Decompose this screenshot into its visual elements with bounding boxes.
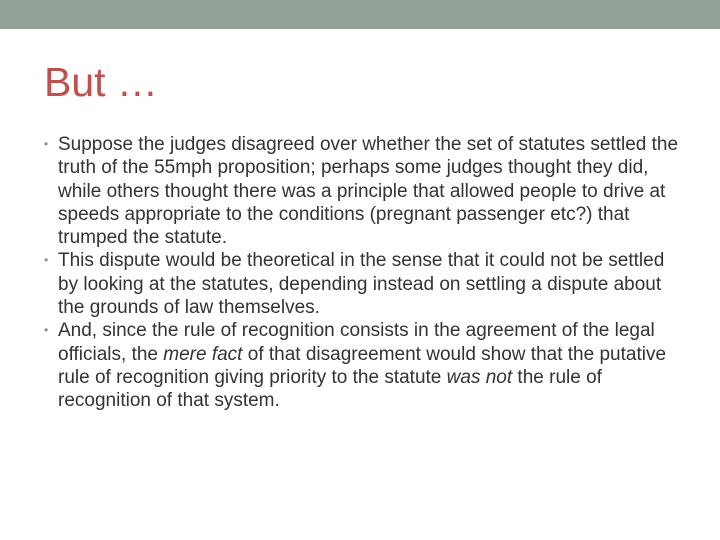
bullet-text-segment: Suppose the judges disagreed over whether the set of statutes settled the truth of the 55mph proposition; perhaps some judges thought they did, while others thought there was a principle that allowed people to drive at speeds appropriate to the conditions (pregnant passenger etc?) that trumped the statute. bbox=[58, 134, 679, 249]
bullet-item bbox=[44, 249, 680, 319]
bullet-item bbox=[44, 133, 680, 249]
emphasis-text: was not bbox=[446, 366, 513, 388]
bullet-text-segment: And, since the rule of recognition consists in the agreement of the legal officials, the bbox=[58, 320, 655, 365]
bullet-list bbox=[44, 133, 680, 413]
bullet-text-segment: the rule of recognition of that system. bbox=[58, 366, 602, 412]
bullet-marker: • bbox=[44, 137, 49, 151]
bullet-text-segment: of that disagreement would show that the putative rule of recognition giving priority to the statute bbox=[58, 343, 667, 388]
bullet-text-segment: This dispute would be theoretical in the sense that it could not be settled by looking at the statutes, depending instead on settling a dispute about the grounds of law themselves. bbox=[58, 250, 665, 319]
bullet-marker: • bbox=[44, 253, 49, 268]
bullet-marker: • bbox=[44, 323, 49, 338]
slide-top-accent-bar bbox=[0, 0, 720, 29]
emphasis-text: mere fact bbox=[163, 343, 243, 365]
bullet-text bbox=[58, 134, 678, 248]
bullet-text bbox=[58, 250, 664, 318]
bullet-text bbox=[58, 320, 666, 411]
slide-title: But … bbox=[44, 59, 158, 105]
bullet-item bbox=[44, 319, 680, 412]
